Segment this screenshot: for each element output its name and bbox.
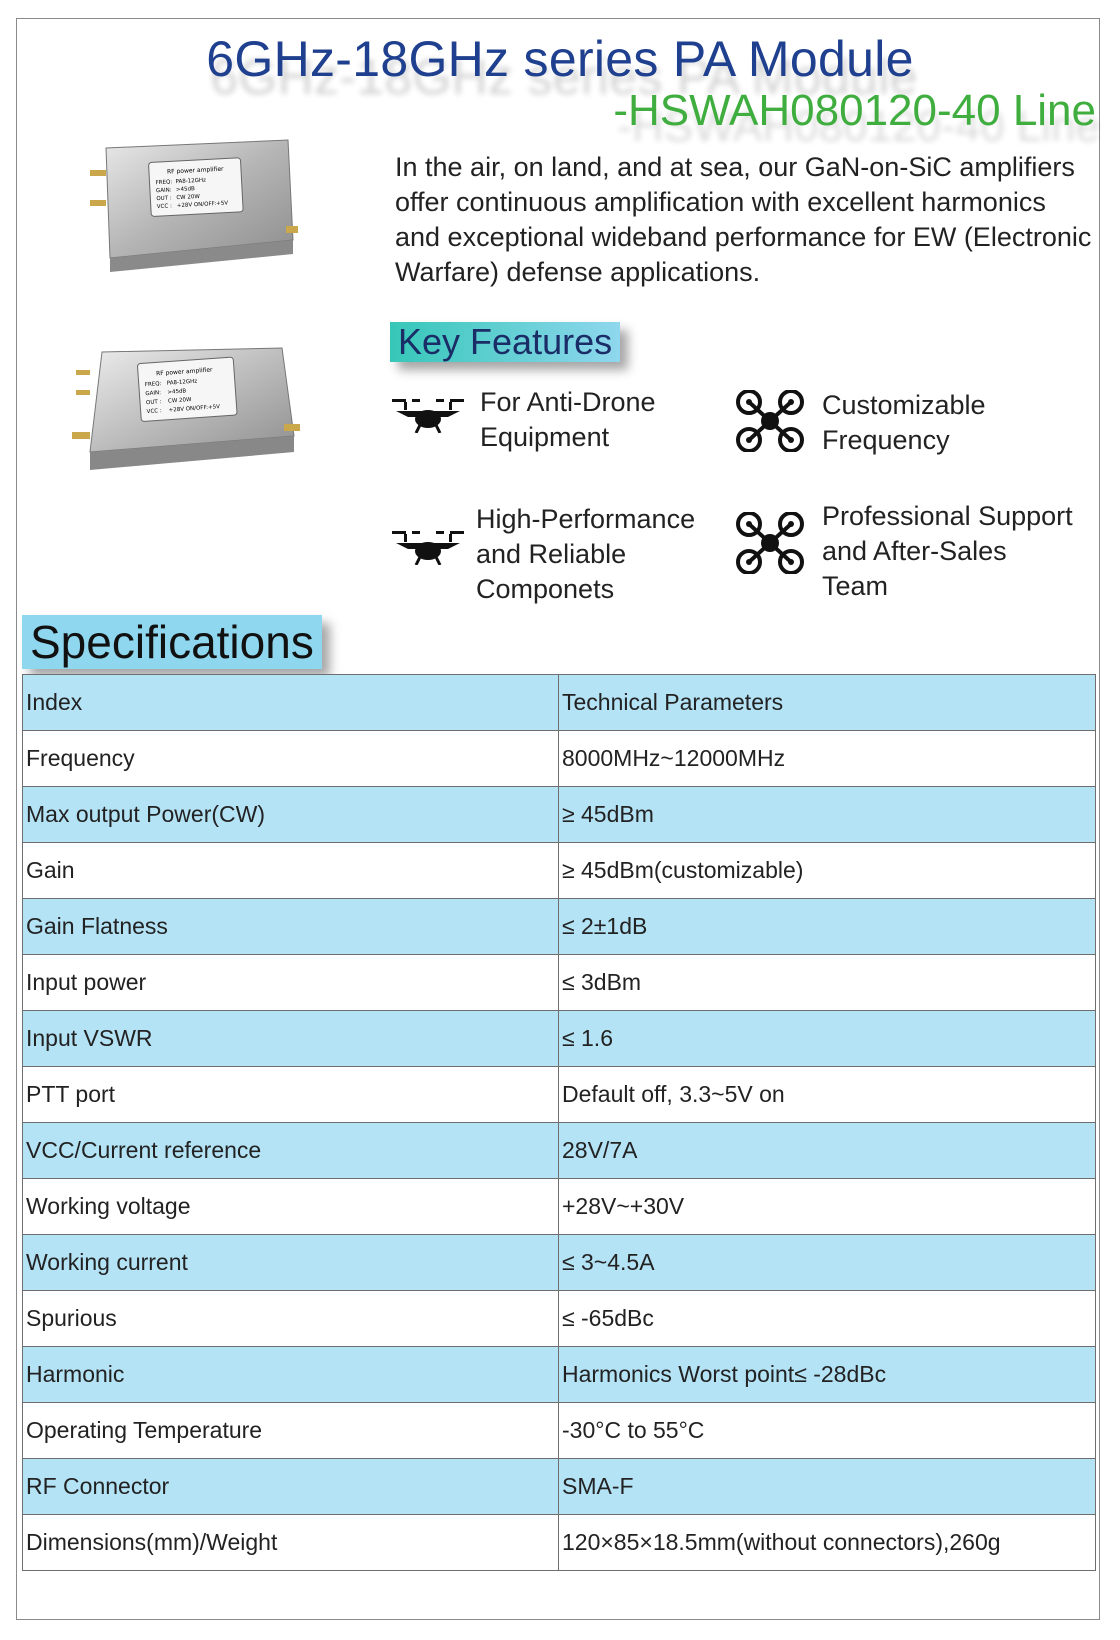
spec-index-cell: Gain Flatness xyxy=(23,899,559,955)
label2-title: RF power amplifier xyxy=(155,366,213,378)
feature-3-line3: Componets xyxy=(476,574,615,604)
spec-param-cell: Harmonics Worst point≤ -28dBc xyxy=(559,1347,1096,1403)
feature-4-line3: Team xyxy=(822,571,889,601)
label-out-key: OUT : xyxy=(156,195,172,203)
spec-param-cell: ≤ 3dBm xyxy=(559,955,1096,1011)
spec-param-cell: 120×85×18.5mm(without connectors),260g xyxy=(559,1515,1096,1571)
label-out-val: CW 20W xyxy=(176,193,200,202)
spec-index-cell: RF Connector xyxy=(23,1459,559,1515)
header-param: Technical Parameters xyxy=(559,675,1096,731)
product-description: In the air, on land, and at sea, our GaN-on-SiC amplifiers offer continuous amplification with excellent harmonics and exceptional wideband performance for EW (Electronic Warfare) defense applications. xyxy=(395,152,1092,287)
label-freq-key: FREQ: xyxy=(155,179,173,187)
spec-index-cell: Max output Power(CW) xyxy=(23,787,559,843)
feature-3-line1: High-Performance xyxy=(476,504,696,534)
feature-4 xyxy=(822,499,1073,604)
spec-param-cell: ≤ 2±1dB xyxy=(559,899,1096,955)
table-row xyxy=(23,843,1096,899)
spec-param-cell: Default off, 3.3~5V on xyxy=(559,1067,1096,1123)
table-row xyxy=(23,1123,1096,1179)
spec-param-cell: ≥ 45dBm xyxy=(559,787,1096,843)
spec-param-cell: ≤ 1.6 xyxy=(559,1011,1096,1067)
key-features-heading: Key Features xyxy=(390,322,620,362)
spec-param-cell: 28V/7A xyxy=(559,1123,1096,1179)
table-row xyxy=(23,1291,1096,1347)
spec-index-cell: Input VSWR xyxy=(23,1011,559,1067)
table-row xyxy=(23,1235,1096,1291)
feature-2-line2: Frequency xyxy=(822,425,950,455)
page-title: 6GHz-18GHz series PA Module xyxy=(206,31,914,87)
quadcopter-icon xyxy=(735,512,805,574)
spec-index-cell: VCC/Current reference xyxy=(23,1123,559,1179)
label2-out-key: OUT : xyxy=(145,399,162,407)
label2-gain-val: >45dB xyxy=(167,388,187,396)
quadcopter-icon xyxy=(735,390,805,452)
product-image-1 xyxy=(88,130,298,280)
label2-vcc-key: VCC : xyxy=(146,408,162,416)
spec-param-cell: ≤ 3~4.5A xyxy=(559,1235,1096,1291)
feature-2-line1: Customizable xyxy=(822,390,986,420)
spec-index-cell: Dimensions(mm)/Weight xyxy=(23,1515,559,1571)
spec-index-cell: Gain xyxy=(23,843,559,899)
feature-2 xyxy=(822,388,986,458)
label2-freq-key: FREQ: xyxy=(144,381,162,389)
feature-3 xyxy=(476,502,695,607)
spec-index-cell: Frequency xyxy=(23,731,559,787)
feature-1 xyxy=(480,385,656,455)
spec-index-cell: Harmonic xyxy=(23,1347,559,1403)
label-gain-val: >45dB xyxy=(175,186,195,194)
drone-side-icon xyxy=(390,393,466,433)
feature-4-line2: and After-Sales xyxy=(822,536,1007,566)
label-title: RF power amplifier xyxy=(166,165,224,176)
table-row xyxy=(23,899,1096,955)
label2-freq-val: PA8-12GHz xyxy=(166,378,198,387)
label2-vcc-val: +28V ON/OFF:+5V xyxy=(168,404,221,414)
product-image-2 xyxy=(72,340,302,480)
label-vcc-val: +28V ON/OFF:+5V xyxy=(176,200,229,210)
label-vcc-key: VCC : xyxy=(156,203,173,211)
table-header-row xyxy=(23,675,1096,731)
table-row xyxy=(23,1179,1096,1235)
label2-gain-key: GAIN: xyxy=(145,390,162,398)
spec-index-cell: Working voltage xyxy=(23,1179,559,1235)
table-row xyxy=(23,1067,1096,1123)
label-freq-val: PA8-12GHz xyxy=(175,177,207,186)
spec-param-cell: -30°C to 55°C xyxy=(559,1403,1096,1459)
table-row xyxy=(23,1459,1096,1515)
spec-index-cell: Input power xyxy=(23,955,559,1011)
spec-param-cell: ≤ -65dBc xyxy=(559,1291,1096,1347)
feature-1-line2: Equipment xyxy=(480,422,610,452)
table-row xyxy=(23,731,1096,787)
table-row xyxy=(23,1011,1096,1067)
spec-index-cell: Working current xyxy=(23,1235,559,1291)
table-row xyxy=(23,1515,1096,1571)
table-row xyxy=(23,1347,1096,1403)
label-gain-key: GAIN: xyxy=(155,187,172,195)
specifications-heading: Specifications xyxy=(22,615,322,669)
spec-index-cell: Operating Temperature xyxy=(23,1403,559,1459)
table-row xyxy=(23,955,1096,1011)
feature-4-line1: Professional Support xyxy=(822,501,1073,531)
header-index: Index xyxy=(23,675,559,731)
spec-param-cell: ≥ 45dBm(customizable) xyxy=(559,843,1096,899)
feature-3-line2: and Reliable xyxy=(476,539,627,569)
spec-index-cell: PTT port xyxy=(23,1067,559,1123)
drone-side-icon xyxy=(390,525,466,565)
spec-index-cell: Spurious xyxy=(23,1291,559,1347)
feature-1-line1: For Anti-Drone xyxy=(480,387,656,417)
table-row xyxy=(23,787,1096,843)
label2-out-val: CW 20W xyxy=(167,397,192,405)
specifications-table xyxy=(22,674,1096,1571)
spec-param-cell: +28V~+30V xyxy=(559,1179,1096,1235)
table-row xyxy=(23,1403,1096,1459)
page-subtitle: -HSWAH080120-40 Line xyxy=(613,86,1096,135)
spec-param-cell: 8000MHz~12000MHz xyxy=(559,731,1096,787)
spec-param-cell: SMA-F xyxy=(559,1459,1096,1515)
